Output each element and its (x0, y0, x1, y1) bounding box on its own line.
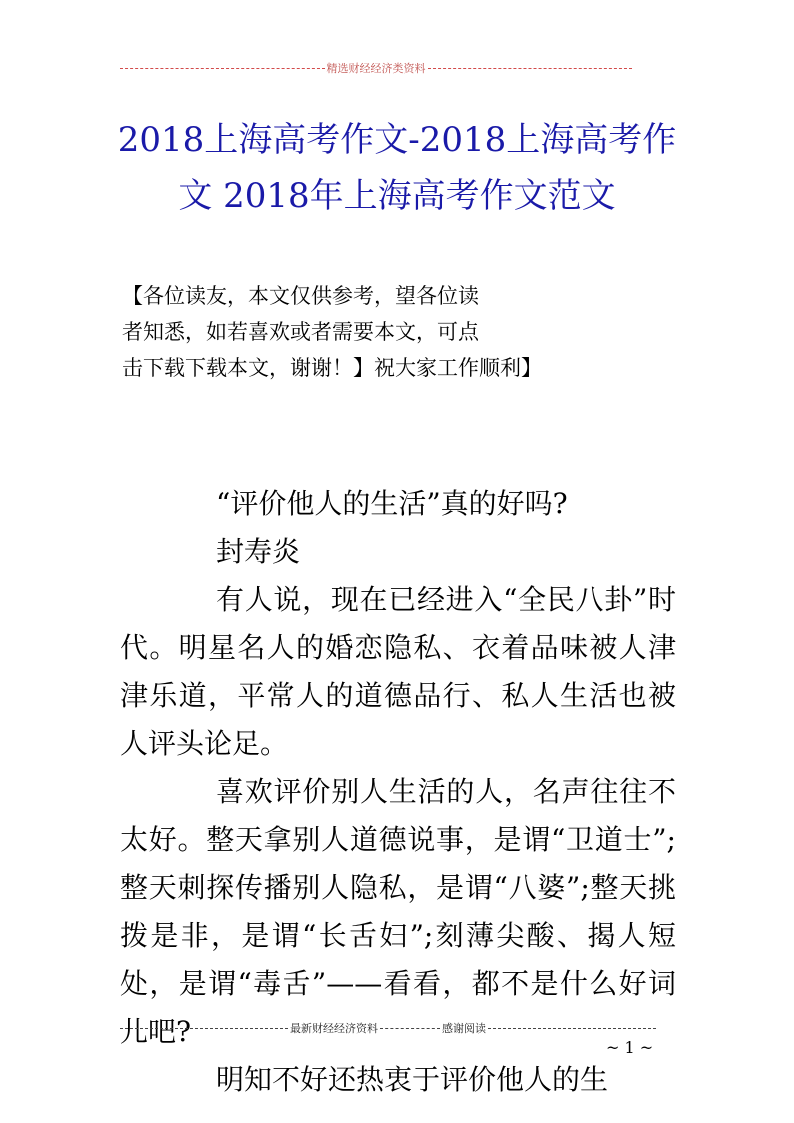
article-paragraph-1: 有人说，现在已经进入“全民八卦”时代。明星名人的婚恋隐私、衣着品味被人津津乐道，平常人的道德品行、私人生活也被人评头论足。 (120, 583, 676, 760)
article-author: 封寿炎 (216, 535, 301, 568)
notice-line-2: 者知悉，如若喜欢或者需要本文，可点 (122, 320, 479, 344)
header-label: 精选财经经济类资料 (326, 62, 426, 75)
article-paragraph-2: 喜欢评价别人生活的人，名声往往不太好。整天拿别人道德说事，是谓“卫道士”;整天刺探传播别人隐私，是谓“八婆”;整天挑拨是非，是谓“长舌妇”;刻薄尖酸、揭人短处，是谓“毒舌”——看看，都不是什么好词儿吧? (120, 775, 676, 1048)
footer-left-label: 最新财经经济资料 (290, 1022, 378, 1035)
footer-dash-right (488, 1028, 656, 1029)
article-heading: “评价他人的生活”真的好吗? (216, 487, 568, 520)
footer-dash-left (120, 1028, 288, 1029)
title-line-1: 2018上海高考作文-2018上海高考作 (117, 120, 677, 160)
header-rule (120, 60, 632, 76)
footer-rule (120, 1020, 656, 1036)
title-line-2: 文 2018年上海高考作文范文 (178, 176, 616, 216)
document-title (100, 112, 694, 224)
footer-dash-middle (380, 1028, 440, 1029)
reader-notice (122, 278, 642, 386)
header-dash-right (428, 68, 633, 69)
notice-line-1: 【各位读友，本文仅供参考，望各位读 (122, 284, 479, 308)
article-body (120, 480, 676, 1104)
footer-right-label: 感谢阅读 (442, 1022, 486, 1035)
page-number: ~ 1 ~ (606, 1038, 654, 1057)
notice-line-3: 击下载下载本文，谢谢！】祝大家工作顺利】 (122, 356, 542, 380)
article-paragraph-3: 明知不好还热衷于评价他人的生 (216, 1063, 609, 1096)
header-dash-left (120, 68, 325, 69)
